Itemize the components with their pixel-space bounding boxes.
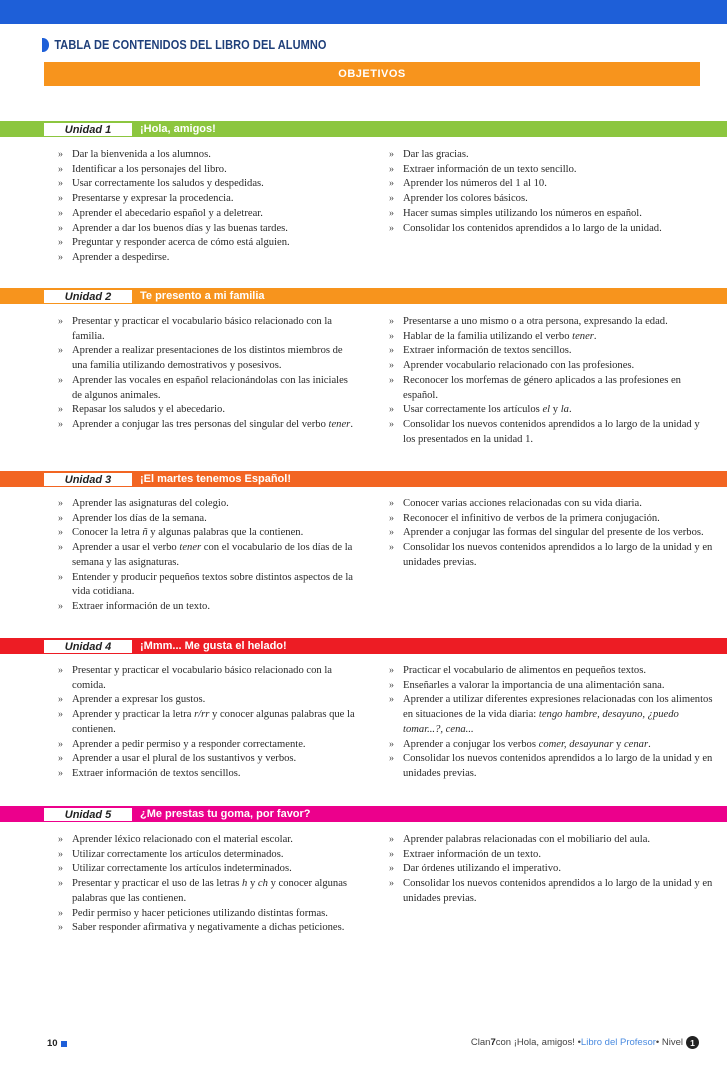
- objective-item: [389, 207, 713, 222]
- bullet-icon: »: [389, 163, 394, 175]
- bullet-icon: »: [389, 330, 394, 342]
- unit-3-objectives-right: [389, 497, 713, 571]
- objective-text: Extraer información de textos sencillos.: [72, 767, 241, 779]
- objective-item: [58, 344, 358, 373]
- objective-item: [389, 177, 713, 192]
- bullet-icon: »: [58, 512, 63, 524]
- bullet-icon: »: [58, 207, 63, 219]
- unit-1-objectives-right: [389, 148, 713, 236]
- objective-text: Aprender a realizar presentaciones de los distintos miembros de una familia utilizando demostrativos y posesivos.: [72, 345, 343, 372]
- bullet-icon: »: [389, 527, 394, 539]
- page-title: [42, 37, 327, 53]
- objective-text: Aprender a dar los buenos días y las buenas tardes.: [72, 222, 288, 234]
- page-number-square-icon: [61, 1041, 67, 1047]
- bullet-icon: »: [58, 222, 63, 234]
- objective-text: Aprender a conjugar las tres personas del singular del verbo tener.: [72, 418, 353, 430]
- bullet-icon: »: [389, 178, 394, 190]
- unit-4-title: ¡Mmm... Me gusta el helado!: [140, 640, 287, 652]
- bullet-icon: »: [389, 665, 394, 676]
- objective-item: [389, 679, 713, 694]
- footer-book-info: [471, 1036, 699, 1049]
- bullet-icon: »: [58, 345, 63, 357]
- objective-text: Repasar los saludos y el abecedario.: [72, 404, 225, 416]
- objective-item: [389, 222, 713, 237]
- objective-text: Conocer varias acciones relacionadas con su vida diaria.: [403, 498, 642, 509]
- bullet-icon: »: [389, 679, 394, 691]
- objectives-header: [44, 62, 700, 86]
- objective-text: Pedir permiso y hacer peticiones utilizando distintas formas.: [72, 907, 328, 919]
- bullet-icon: »: [389, 360, 394, 372]
- objectives-label: OBJETIVOS: [338, 68, 406, 80]
- objective-item: [58, 222, 358, 237]
- top-color-bar: [0, 0, 727, 24]
- bullet-icon: »: [58, 922, 63, 934]
- bullet-icon: »: [58, 251, 63, 263]
- unit-5-title: ¿Me prestas tu goma, por favor?: [140, 808, 311, 820]
- objective-item: [58, 418, 358, 433]
- objective-text: Aprender léxico relacionado con el material escolar.: [72, 834, 293, 845]
- bullet-icon: »: [58, 767, 63, 779]
- objective-text: Aprender vocabulario relacionado con las profesiones.: [403, 360, 635, 372]
- objective-text: Enseñarles a valorar la importancia de una alimentación sana.: [403, 679, 665, 691]
- page-number-text: 10: [47, 1038, 58, 1049]
- objective-text: Aprender las asignaturas del colegio.: [72, 498, 229, 509]
- objective-item: [58, 148, 358, 163]
- unit-3-header: [0, 471, 727, 487]
- objective-item: [58, 192, 358, 207]
- objective-item: [389, 664, 713, 679]
- objective-item: [58, 767, 358, 782]
- objective-item: [389, 315, 713, 330]
- objective-text: Dar órdenes utilizando el imperativo.: [403, 863, 561, 875]
- unit-5-tag: Unidad 5: [44, 808, 132, 821]
- objective-item: [58, 693, 358, 708]
- bullet-icon: »: [389, 207, 394, 219]
- objective-item: [58, 512, 358, 527]
- objective-item: [389, 526, 713, 541]
- objective-item: [58, 207, 358, 222]
- bullet-icon: »: [389, 848, 394, 860]
- objective-text: Hablar de la familia utilizando el verbo tener.: [403, 330, 597, 342]
- bullet-icon: »: [389, 498, 394, 509]
- footer-book-b: con ¡Hola, amigos! •: [495, 1037, 581, 1048]
- objective-text: Presentar y practicar el vocabulario básico relacionado con la comida.: [72, 665, 333, 691]
- objective-item: [58, 526, 358, 541]
- objective-text: Aprender palabras relacionadas con el mobiliario del aula.: [403, 834, 651, 845]
- bullet-icon: »: [58, 418, 63, 430]
- bullet-icon: »: [389, 753, 394, 765]
- bullet-icon: »: [58, 542, 63, 554]
- objective-item: [58, 664, 358, 693]
- bullet-icon: »: [58, 834, 63, 845]
- bullet-icon: »: [58, 753, 63, 765]
- objective-item: [389, 330, 713, 345]
- footer-book-a: Clan: [470, 1037, 491, 1048]
- objective-item: [58, 315, 358, 344]
- objective-text: Aprender los días de la semana.: [72, 512, 207, 524]
- bullet-icon: »: [389, 834, 394, 845]
- objective-item: [58, 541, 358, 570]
- objective-text: Identificar a los personajes del libro.: [72, 163, 227, 175]
- objective-item: [389, 512, 713, 527]
- objective-text: Consolidar los nuevos contenidos aprendidos a lo largo de la unidad y los presentados en la unidad 1.: [403, 418, 700, 445]
- bullet-icon: »: [389, 738, 394, 750]
- unit-5-objectives-right: [389, 833, 713, 907]
- bullet-icon: »: [389, 193, 394, 205]
- objective-item: [389, 738, 713, 753]
- bullet-icon: »: [389, 878, 394, 890]
- objective-item: [58, 403, 358, 418]
- objective-text: Utilizar correctamente los artículos indeterminados.: [72, 863, 292, 875]
- objective-text: Aprender a conjugar los verbos comer, desayunar y cenar.: [403, 738, 651, 750]
- unit-2-objectives-right: [389, 315, 713, 447]
- objective-text: Aprender y practicar la letra r/rr y conocer algunas palabras que la contienen.: [72, 709, 355, 735]
- bullet-icon: »: [389, 222, 394, 234]
- bullet-icon: »: [58, 316, 63, 327]
- bullet-icon: »: [58, 527, 63, 539]
- objective-text: Saber responder afirmativa y negativamente a dichas peticiones.: [72, 922, 345, 934]
- bullet-icon: »: [58, 907, 63, 919]
- bullet-icon: »: [58, 374, 63, 386]
- objective-text: Usar correctamente los artículos el y la.: [403, 404, 572, 416]
- objective-item: [389, 752, 713, 781]
- objective-item: [58, 907, 358, 922]
- objective-text: Preguntar y responder acerca de cómo está alguien.: [72, 237, 290, 249]
- objective-text: Hacer sumas simples utilizando los números en español.: [403, 207, 642, 219]
- unit-1-header: [0, 121, 727, 137]
- objective-text: Reconocer los morfemas de género aplicados a las profesiones en español.: [403, 374, 681, 401]
- bullet-icon: »: [389, 512, 394, 524]
- unit-1-tag: Unidad 1: [44, 123, 132, 136]
- objective-item: [389, 541, 713, 570]
- unit-5-header: [0, 806, 727, 822]
- bullet-icon: »: [58, 193, 63, 205]
- objective-text: Aprender a despedirse.: [72, 251, 170, 263]
- bullet-icon: »: [389, 418, 394, 430]
- objective-text: Extraer información de un texto sencillo.: [403, 163, 577, 175]
- objective-item: [389, 374, 713, 403]
- footer-book-num: 7: [490, 1037, 496, 1048]
- bullet-icon: »: [58, 878, 63, 890]
- page-title-text: TABLA DE CONTENIDOS DEL LIBRO DEL ALUMNO: [54, 38, 327, 52]
- title-bullet-icon: [42, 38, 49, 52]
- unit-5-objectives-left: [58, 833, 358, 936]
- objective-item: [389, 833, 713, 848]
- unit-4-tag: Unidad 4: [44, 640, 132, 653]
- bullet-icon: »: [58, 163, 63, 175]
- unit-3-tag: Unidad 3: [44, 473, 132, 486]
- bullet-icon: »: [58, 709, 63, 721]
- objective-text: Aprender a conjugar las formas del singular del presente de los verbos.: [403, 527, 704, 539]
- bullet-icon: »: [58, 848, 63, 860]
- objective-text: Usar correctamente los saludos y despedidas.: [72, 178, 264, 190]
- objective-item: [389, 497, 713, 512]
- objective-item: [389, 848, 713, 863]
- unit-2-tag: Unidad 2: [44, 290, 132, 303]
- objective-text: Extraer información de un texto.: [72, 600, 210, 612]
- bullet-icon: »: [58, 149, 63, 160]
- bullet-icon: »: [389, 345, 394, 357]
- objective-text: Aprender los números del 1 al 10.: [403, 178, 547, 190]
- bullet-icon: »: [58, 863, 63, 875]
- unit-2-header: [0, 288, 727, 304]
- unit-4-header: [0, 638, 727, 654]
- objective-text: Reconocer el infinitivo de verbos de la primera conjugación.: [403, 512, 660, 524]
- objective-item: [58, 374, 358, 403]
- objective-item: [58, 236, 358, 251]
- bullet-icon: »: [58, 404, 63, 416]
- objective-text: Practicar el vocabulario de alimentos en pequeños textos.: [403, 665, 646, 676]
- objective-item: [58, 177, 358, 192]
- objective-item: [389, 344, 713, 359]
- objective-item: [58, 862, 358, 877]
- objective-text: Conocer la letra ñ y algunas palabras que la contienen.: [72, 527, 304, 539]
- objective-text: Utilizar correctamente los artículos determinados.: [72, 848, 284, 860]
- unit-1-title: ¡Hola, amigos!: [140, 123, 216, 135]
- bullet-icon: »: [58, 571, 63, 583]
- objective-text: Aprender el abecedario español y a deletrear.: [72, 207, 263, 219]
- objective-text: Aprender a usar el verbo tener con el vocabulario de los días de la semana y las asignaturas.: [72, 542, 353, 568]
- objective-item: [58, 833, 358, 848]
- bullet-icon: »: [389, 404, 394, 416]
- objective-item: [389, 877, 713, 906]
- bullet-icon: »: [389, 316, 394, 327]
- footer-book-c: Libro del Profesor: [580, 1037, 656, 1048]
- objective-item: [58, 738, 358, 753]
- objective-item: [389, 403, 713, 418]
- objective-text: Aprender a utilizar diferentes expresiones relacionadas con los alimentos en situaciones de la vida diaria: tengo hambre, desayuno, ¿puedo tomar...?, cena...: [403, 694, 713, 735]
- unit-1-objectives-left: [58, 148, 358, 266]
- bullet-icon: »: [389, 863, 394, 875]
- bullet-icon: »: [58, 600, 63, 612]
- bullet-icon: »: [389, 374, 394, 386]
- objective-text: Consolidar los nuevos contenidos aprendidos a lo largo de la unidad y en unidades previas.: [403, 878, 713, 904]
- objective-item: [389, 862, 713, 877]
- objective-text: Extraer información de un texto.: [403, 848, 541, 860]
- objective-item: [389, 693, 713, 737]
- objective-item: [389, 418, 713, 447]
- objective-text: Aprender a usar el plural de los sustantivos y verbos.: [72, 753, 297, 765]
- objective-item: [58, 848, 358, 863]
- bullet-icon: »: [58, 237, 63, 249]
- objective-item: [58, 708, 358, 737]
- unit-4-objectives-right: [389, 664, 713, 782]
- objective-item: [389, 192, 713, 207]
- level-badge-icon: 1: [686, 1036, 699, 1049]
- unit-3-objectives-left: [58, 497, 358, 615]
- objective-item: [58, 497, 358, 512]
- objective-item: [389, 148, 713, 163]
- objective-text: Entender y producir pequeños textos sobre distintos aspectos de la vida cotidiana.: [72, 571, 353, 598]
- objective-item: [58, 877, 358, 906]
- objective-item: [58, 163, 358, 178]
- objective-item: [58, 921, 358, 936]
- objective-text: Dar la bienvenida a los alumnos.: [72, 149, 211, 160]
- bullet-icon: »: [58, 694, 63, 706]
- objective-text: Aprender a expresar los gustos.: [72, 694, 206, 706]
- objective-item: [389, 359, 713, 374]
- bullet-icon: »: [58, 178, 63, 190]
- bullet-icon: »: [58, 665, 63, 676]
- objective-text: Presentarse a uno mismo o a otra persona, expresando la edad.: [403, 316, 668, 327]
- objective-text: Presentar y practicar el vocabulario básico relacionado con la familia.: [72, 316, 333, 342]
- unit-2-objectives-left: [58, 315, 358, 433]
- objective-item: [58, 752, 358, 767]
- bullet-icon: »: [389, 149, 394, 160]
- unit-2-title: Te presento a mi familia: [140, 290, 265, 302]
- bullet-icon: »: [58, 738, 63, 750]
- objective-text: Aprender a pedir permiso y a responder correctamente.: [72, 738, 306, 750]
- objective-item: [58, 571, 358, 600]
- objective-text: Aprender las vocales en español relacionándolas con las iniciales de algunos animales.: [72, 374, 348, 401]
- objective-text: Consolidar los nuevos contenidos aprendidos a lo largo de la unidad y en unidades previas.: [403, 542, 713, 568]
- objective-text: Aprender los colores básicos.: [403, 193, 528, 205]
- objective-item: [58, 600, 358, 615]
- bullet-icon: »: [58, 498, 63, 509]
- unit-3-title: ¡El martes tenemos Español!: [140, 473, 291, 485]
- bullet-icon: »: [389, 542, 394, 554]
- unit-4-objectives-left: [58, 664, 358, 782]
- objective-text: Extraer información de textos sencillos.: [403, 345, 572, 357]
- footer-book-d: • Nivel: [655, 1037, 683, 1048]
- page-number: [47, 1038, 67, 1049]
- objective-text: Dar las gracias.: [403, 149, 469, 160]
- objective-text: Consolidar los nuevos contenidos aprendidos a lo largo de la unidad y en unidades previas.: [403, 753, 713, 779]
- objective-text: Presentarse y expresar la procedencia.: [72, 193, 234, 205]
- objective-text: Consolidar los contenidos aprendidos a lo largo de la unidad.: [403, 222, 662, 234]
- objective-item: [389, 163, 713, 178]
- bullet-icon: »: [389, 694, 394, 706]
- objective-item: [58, 251, 358, 266]
- objective-text: Presentar y practicar el uso de las letras h y ch y conocer algunas palabras que las contienen.: [72, 878, 348, 904]
